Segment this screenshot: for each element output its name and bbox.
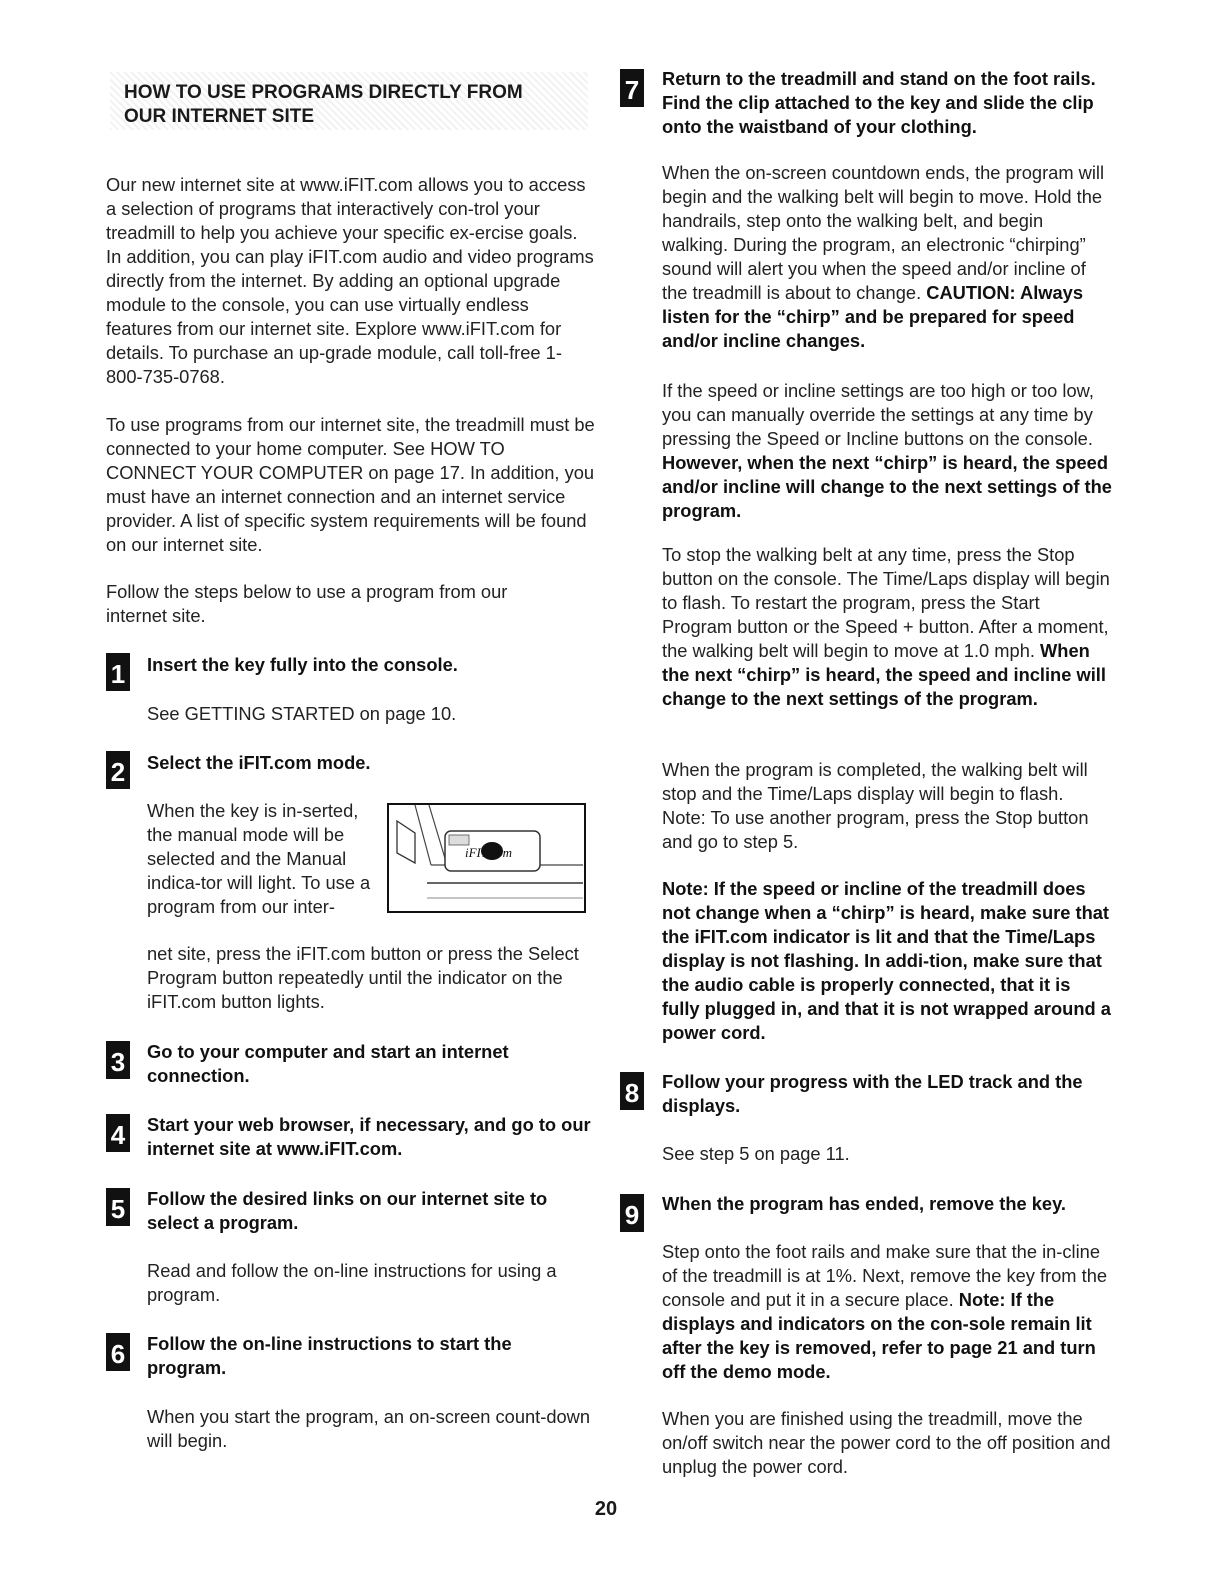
section-title-line-1: HOW TO USE PROGRAMS DIRECTLY FROM [124, 82, 523, 103]
step-4-heading: Start your web browser, if necessary, and go to our internet site at www.iFIT.com. [147, 1114, 591, 1159]
section-title-box [110, 72, 588, 130]
console-illustration [387, 803, 587, 915]
step-7-paragraph-1-text: When the on-screen countdown ends, the program will begin and the walking belt will begin to move. Hold the handrails, step onto the walking belt, and begin walking. During the program, an electronic “chirping” sound will alert you when the speed and/or incline of the treadmill is about to change. [662, 162, 1105, 303]
step-9-number: 9 [620, 1194, 644, 1232]
step-8-body: See step 5 on page 11. [662, 1143, 850, 1164]
step-2-body-full: net site, press the iFIT.com button or press the Select Program button repeatedly until the indicator on the iFIT.com button lights. [147, 943, 579, 1012]
intro-paragraph-3: Follow the steps below to use a program from our internet site. [106, 581, 508, 626]
step-2-heading: Select the iFIT.com mode. [147, 752, 371, 773]
page-number: 20 [594, 1498, 618, 1520]
step-8-heading: Follow your progress with the LED track and the displays. [662, 1071, 1083, 1116]
step-9-paragraph-1 [662, 1240, 1112, 1384]
step-9-paragraph-1-text: Step onto the foot rails and make sure that the in-cline of the treadmill is at 1%. Next, remove the key from the console and put it in a secure place. [662, 1241, 1108, 1310]
step-7-paragraph-4: When the program is completed, the walking belt will stop and the Time/Laps display will begin to flash. Note: To use another program, press the Stop button and go to step 5. [662, 759, 1089, 852]
step-7-paragraph-2-bold: However, when the next “chirp” is heard, the speed and/or incline will change to the next settings of the program. [662, 452, 1112, 521]
step-7-note: Note: If the speed or incline of the treadmill does not change when a “chirp” is heard, make sure that the iFIT.com indicator is lit and that the Time/Laps display is not flashing. In addi-tion, make sure that the audio cable is properly connected, that it is fully plugged in, and that it is not wrapped around a power cord. [662, 878, 1111, 1043]
intro-paragraph-1: Our new internet site at www.iFIT.com allows you to access a selection of programs that interactively con-trol your treadmill to help you achieve your specific ex-ercise goals. In addition, you can play iFIT.com audio and video programs directly from the internet. By adding an optional upgrade module to the console, you can use virtually endless features from our internet site. Explore www.iFIT.com for details. To purchase an up-grade module, call toll-free 1-800-735-0768. [106, 174, 594, 387]
step-7-paragraph-3-bold: When the next “chirp” is heard, the speed and incline will change to the next settings of the program. [662, 640, 1106, 709]
step-4-number: 4 [106, 1114, 130, 1152]
intro-paragraph-2: To use programs from our internet site, the treadmill must be connected to your home computer. See HOW TO CONNECT YOUR COMPUTER on page 17. In addition, you must have an internet connection and an internet service provider. A list of specific system requirements will be found on our internet site. [106, 414, 595, 555]
step-7-caution: CAUTION: Always listen for the “chirp” and be prepared for speed and/or incline changes. [662, 282, 1084, 351]
step-9-heading: When the program has ended, remove the key. [662, 1193, 1066, 1214]
step-9-paragraph-2: When you are finished using the treadmill, move the on/off switch near the power cord to the off position and unplug the power cord. [662, 1408, 1111, 1477]
step-1-heading: Insert the key fully into the console. [147, 654, 458, 675]
step-6-number: 6 [106, 1333, 130, 1371]
step-2-body-wrap: When the key is in-serted, the manual mode will be selected and the Manual indica-tor will light. To use a program from our inter- [147, 800, 371, 917]
step-7-heading: Return to the treadmill and stand on the foot rails. Find the clip attached to the key and slide the clip onto the waistband of your clothing. [662, 68, 1096, 137]
step-3-number: 3 [106, 1041, 130, 1079]
step-1-number: 1 [106, 653, 130, 691]
step-5-heading: Follow the desired links on our internet site to select a program. [147, 1188, 548, 1233]
step-7-paragraph-3-text: To stop the walking belt at any time, press the Stop button on the console. The Time/Laps display will begin to flash. To restart the program, press the Start Program button or the Speed + button. After a moment, the walking belt will begin to move at 1.0 mph. [662, 544, 1110, 661]
step-3-heading: Go to your computer and start an internet connection. [147, 1041, 509, 1086]
step-8-number: 8 [620, 1072, 644, 1110]
step-6-body: When you start the program, an on-screen count-down will begin. [147, 1406, 591, 1451]
step-5-body: Read and follow the on-line instructions for using a program. [147, 1260, 557, 1305]
step-9-note: Note: If the displays and indicators on the con-sole remain lit after the key is removed, refer to page 21 and turn off the demo mode. [662, 1289, 1096, 1382]
step-1-body: See GETTING STARTED on page 10. [147, 703, 457, 724]
step-6-heading: Follow the on-line instructions to start the program. [147, 1333, 512, 1378]
step-2-number: 2 [106, 751, 130, 789]
ifit-logo-text: iFIT.com [465, 845, 513, 860]
step-7-paragraph-2 [662, 379, 1112, 523]
section-title-line-2: OUR INTERNET SITE [124, 106, 315, 127]
step-7-paragraph-1 [662, 161, 1112, 353]
step-7-paragraph-2-text: If the speed or incline settings are too high or too low, you can manually override the settings at any time by pressing the Speed or Incline buttons on the console. [662, 380, 1094, 449]
console-illustration-drawing [387, 803, 587, 915]
step-7-number: 7 [620, 69, 644, 107]
step-5-number: 5 [106, 1188, 130, 1226]
step-7-paragraph-3 [662, 543, 1112, 711]
